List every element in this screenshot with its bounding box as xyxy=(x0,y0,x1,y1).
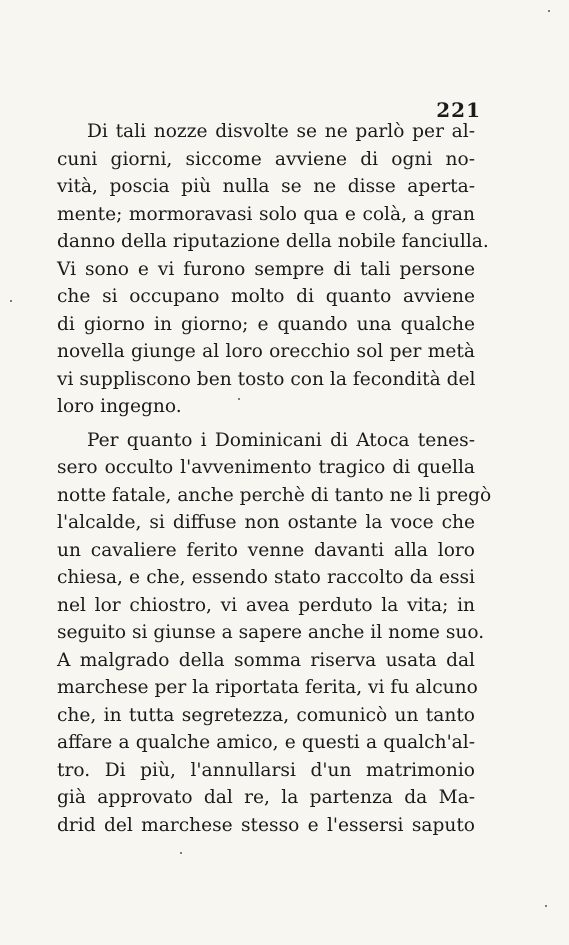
text-line: Vi sono e vi furono sempre di tali persone xyxy=(57,258,475,280)
text-line: vi suppliscono ben tosto con la fecondità del xyxy=(57,368,476,390)
text-line: Di tali nozze disvolte se ne parlò per al- xyxy=(87,121,475,142)
text-line: novella giunge al loro orecchio sol per metà xyxy=(57,341,475,362)
text-line: A malgrado della somma riserva usata dal xyxy=(57,649,475,671)
text-line: notte fatale, anche perchè di tanto ne li pregò xyxy=(57,484,492,506)
text-line: mente; mormoravasi solo qua e colà, a gran xyxy=(57,203,475,225)
text-line: un cavaliere ferito venne davanti alla loro xyxy=(57,539,475,561)
text-line: tro. Di più, l'annullarsi d'un matrimonio xyxy=(57,759,475,781)
text-line: seguito si giunse a sapere anche il nome suo. xyxy=(57,622,485,643)
text-line: drid del marchese stesso e l'essersi saputo xyxy=(57,814,475,836)
paragraph-2 xyxy=(57,427,492,840)
text-line: chiesa, e che, essendo stato raccolto da essi xyxy=(57,567,475,588)
body-text xyxy=(57,118,492,839)
paper-speck xyxy=(238,398,240,400)
paper-speck xyxy=(10,300,12,302)
text-line: nel lor chiostro, vi avea perduto la vita; in xyxy=(57,594,475,616)
text-line: danno della riputazione della nobile fanciulla. xyxy=(57,231,489,252)
text-line: Per quanto i Dominicani di Atoca tenes- xyxy=(87,429,475,451)
text-line: affare a qualche amico, e questi a qualch'al- xyxy=(57,732,475,753)
page-number: 221 xyxy=(436,98,481,122)
text-line: loro ingegno. xyxy=(57,396,182,417)
text-line: cuni giorni, siccome avviene di ogni no- xyxy=(57,148,475,170)
text-line: sero occulto l'avvenimento tragico di quella xyxy=(57,457,475,478)
text-line: che, in tutta segretezza, comunicò un tanto xyxy=(57,704,475,726)
text-line: di giorno in giorno; e quando una qualche xyxy=(57,313,475,335)
text-line: che si occupano molto di quanto avviene xyxy=(57,286,475,307)
paper-speck xyxy=(548,10,550,12)
paper-speck xyxy=(180,852,182,854)
text-line: vità, poscia più nulla se ne disse aperta- xyxy=(57,176,475,197)
paragraph-1 xyxy=(57,118,489,421)
text-line: marchese per la riportata ferita, vi fu alcuno xyxy=(57,677,478,698)
paper-speck xyxy=(545,905,547,907)
text-line: già approvato dal re, la partenza da Ma- xyxy=(57,787,475,808)
text-line: l'alcalde, si diffuse non ostante la voce che xyxy=(57,512,475,533)
